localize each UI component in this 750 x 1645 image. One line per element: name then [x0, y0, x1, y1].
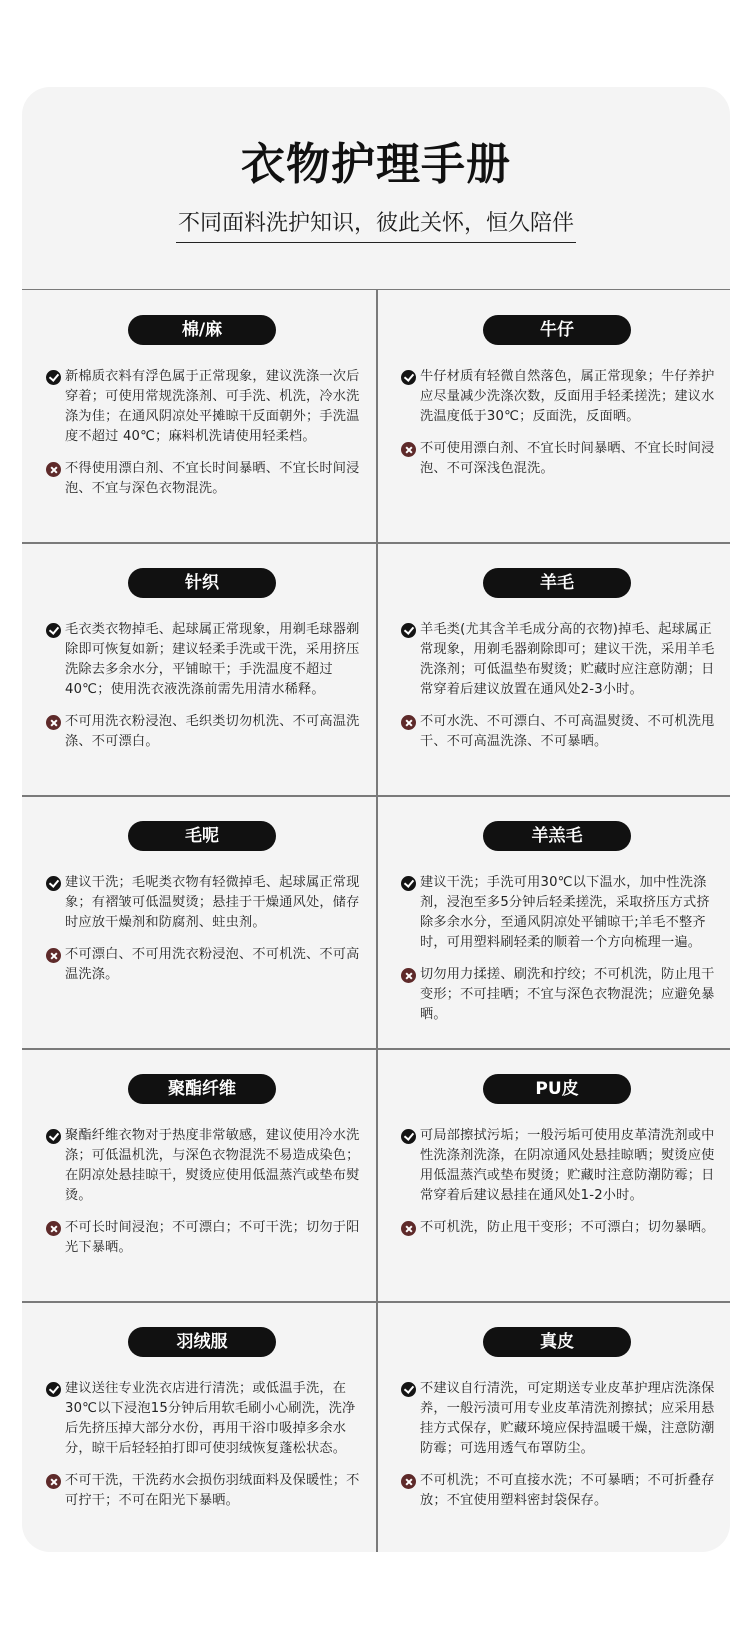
do-text: 可局部擦拭污垢；一般污垢可使用皮革清洗剂或中性洗涤剂洗涤，在阴凉通风处悬挂晾晒；熨烫应使用低温蒸汽或垫布熨烫；贮藏时注意防潮防霉；日常穿着后建议悬挂在通风处1-2小时。: [420, 1128, 715, 1203]
care-manual-card: [22, 87, 730, 1552]
fabric-card-wool: [377, 543, 730, 795]
check-circle-icon: [46, 1129, 61, 1144]
care-instructions: [401, 1126, 717, 1238]
dont-text: 不可用洗衣粉浸泡、毛织类切勿机洗、不可高温洗涤、不可漂白。: [65, 714, 360, 749]
do-text: 毛衣类衣物掉毛、起球属正常现象，用剃毛球器剃除即可恢复如新；建议轻柔手洗或干洗，采用挤压洗除去多余水分，平铺晾干；手洗温度不超过40℃；使用洗衣液洗涤前需先用清水稀释。: [65, 622, 360, 697]
fabric-tag: 羊羔毛: [483, 821, 631, 851]
subtitle-wrap: [22, 207, 730, 243]
dont-text: 切勿用力揉搓、刷洗和拧绞；不可机洗，防止甩干变形；不可挂晒；不宜与深色衣物混洗；应避免暴晒。: [420, 967, 715, 1022]
fabric-tag: 牛仔: [483, 315, 631, 345]
do-text: 聚酯纤维衣物对于热度非常敏感，建议使用冷水洗涤；可低温机洗，与深色衣物混洗不易造成染色；在阴凉处悬挂晾干，熨烫应使用低温蒸汽或垫布熨烫。: [65, 1128, 360, 1203]
check-circle-icon: [401, 623, 416, 638]
fabric-tag: 聚酯纤维: [128, 1074, 276, 1104]
fabric-card-genuine-leather: [377, 1302, 730, 1552]
fabric-card-pu-leather: [377, 1049, 730, 1301]
do-text: 建议干洗；毛呢类衣物有轻微掉毛、起球属正常现象；有褶皱可低温熨烫；悬挂于干燥通风处，储存时应放干燥剂和防腐剂、蛀虫剂。: [65, 875, 360, 930]
check-circle-icon: [46, 370, 61, 385]
fabric-card-denim: [377, 290, 730, 542]
dont-text: 不可漂白、不可用洗衣粉浸泡、不可机洗、不可高温洗涤。: [65, 947, 360, 982]
care-instructions: [401, 367, 717, 479]
check-circle-icon: [46, 1382, 61, 1397]
check-circle-icon: [46, 876, 61, 891]
check-circle-icon: [401, 876, 416, 891]
x-circle-icon: [401, 715, 416, 730]
fabric-card-woolen-cloth: [22, 796, 376, 1048]
do-text: 新棉质衣料有浮色属于正常现象，建议洗涤一次后穿着；可使用常规洗涤剂、可手洗、机洗，冷水洗涤为佳；在通风阴凉处平摊晾干反面朝外；手洗温度不超过 40℃；麻料机洗请使用轻柔档。: [65, 369, 360, 444]
page-title: 衣物护理手册: [241, 139, 511, 190]
check-circle-icon: [401, 1382, 416, 1397]
fabric-card-cotton-linen: [22, 290, 376, 542]
x-circle-icon: [46, 1221, 61, 1236]
x-circle-icon: [401, 1221, 416, 1236]
dont-text: 不可水洗、不可漂白、不可高温熨烫、不可机洗甩干、不可高温洗涤、不可暴晒。: [420, 714, 715, 749]
care-instructions: [401, 1379, 717, 1511]
do-text: 牛仔材质有轻微自然落色，属正常现象；牛仔养护应尽量减少洗涤次数，反面用手轻柔搓洗；建议水洗温度低于30℃；反面洗，反面晒。: [420, 369, 715, 424]
fabric-grid: [22, 289, 730, 1552]
x-circle-icon: [401, 1474, 416, 1489]
dont-text: 不可机洗，防止甩干变形；不可漂白；切勿暴晒。: [420, 1220, 715, 1235]
x-circle-icon: [46, 948, 61, 963]
x-circle-icon: [401, 442, 416, 457]
x-circle-icon: [46, 462, 61, 477]
fabric-tag: 针织: [128, 568, 276, 598]
dont-text: 不可干洗，干洗药水会损伤羽绒面料及保暖性；不可拧干；不可在阳光下暴晒。: [65, 1473, 360, 1508]
fabric-card-polyester: [22, 1049, 376, 1301]
do-text: 建议干洗；手洗可用30℃以下温水，加中性洗涤剂，浸泡至多5分钟后轻柔搓洗，采取挤压方式挤除多余水分，至通风阴凉处平铺晾干;羊毛不整齐时，可用塑料刷轻柔的顺着一个方向梳理一遍。: [420, 875, 710, 950]
care-instructions: [46, 873, 362, 985]
fabric-tag: 羽绒服: [128, 1327, 276, 1357]
fabric-tag: 羊毛: [483, 568, 631, 598]
do-text: 建议送往专业洗衣店进行清洗；或低温手洗，在30℃以下浸泡15分钟后用软毛刷小心刷洗，洗净后先挤压掉大部分水份，再用干浴巾吸掉多余水分，晾干后轻轻拍打即可使羽绒恢复蓬松状态。: [65, 1381, 356, 1456]
check-circle-icon: [46, 623, 61, 638]
fabric-tag: 毛呢: [128, 821, 276, 851]
page-subtitle: 不同面料洗护知识，彼此关怀，恒久陪伴: [176, 207, 576, 243]
care-instructions: [46, 620, 362, 752]
header: [22, 87, 730, 289]
fabric-card-down-jacket: [22, 1302, 376, 1552]
fabric-card-lamb-wool: [377, 796, 730, 1048]
dont-text: 不可长时间浸泡；不可漂白；不可干洗；切勿于阳光下暴晒。: [65, 1220, 360, 1255]
dont-text: 不可机洗；不可直接水洗；不可暴晒；不可折叠存放；不宜使用塑料密封袋保存。: [420, 1473, 715, 1508]
check-circle-icon: [401, 1129, 416, 1144]
fabric-tag: 棉/麻: [128, 315, 276, 345]
fabric-card-knit: [22, 543, 376, 795]
care-instructions: [46, 1379, 362, 1511]
do-text: 羊毛类(尤其含羊毛成分高的衣物)掉毛、起球属正常现象，用剃毛器剃除即可；建议干洗，采用羊毛洗涤剂；可低温垫布熨烫；贮藏时应注意防潮；日常穿着后建议放置在通风处2-3小时。: [420, 622, 715, 697]
fabric-tag: 真皮: [483, 1327, 631, 1357]
dont-text: 不得使用漂白剂、不宜长时间暴晒、不宜长时间浸泡、不宜与深色衣物混洗。: [65, 461, 360, 496]
x-circle-icon: [46, 1474, 61, 1489]
dont-text: 不可使用漂白剂、不宜长时间暴晒、不宜长时间浸泡、不可深浅色混洗。: [420, 441, 715, 476]
fabric-tag: PU皮: [483, 1074, 631, 1104]
care-instructions: [46, 367, 362, 499]
care-instructions: [401, 873, 717, 1025]
do-text: 不建议自行清洗，可定期送专业皮革护理店洗涤保养，一般污渍可用专业皮革清洗剂擦拭；应采用悬挂方式保存，贮藏环境应保持温暖干燥，注意防潮防霉；可选用透气布罩防尘。: [420, 1381, 715, 1456]
check-circle-icon: [401, 370, 416, 385]
x-circle-icon: [46, 715, 61, 730]
care-instructions: [46, 1126, 362, 1258]
care-instructions: [401, 620, 717, 752]
x-circle-icon: [401, 968, 416, 983]
